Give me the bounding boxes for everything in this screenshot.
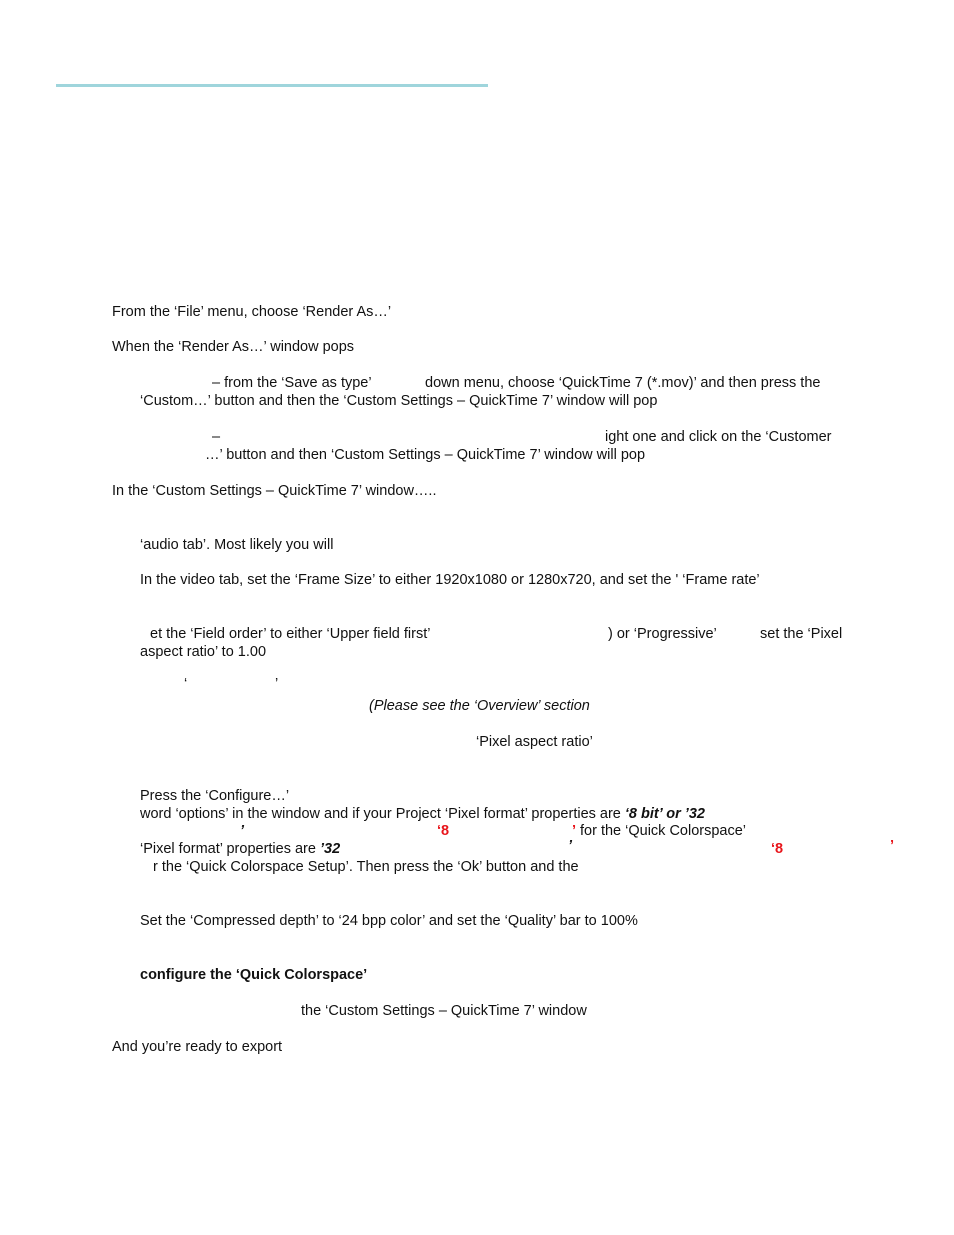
field-order-text: et the ‘Field order’ to either ‘Upper field first’	[150, 626, 431, 642]
red-8-close-2: ’	[890, 838, 895, 854]
red-8-close: ’	[572, 823, 577, 839]
step-file-menu: From the ‘File’ menu, choose ‘Render As…’	[112, 304, 392, 320]
quote-open: ‘	[184, 676, 188, 692]
red-8-open: ‘8	[437, 823, 450, 839]
pixel-aspect-text: set the ‘Pixel	[760, 626, 843, 642]
dash-text: –	[212, 429, 221, 445]
overview-note: (Please see the ‘Overview’ section	[369, 698, 590, 714]
audio-tab-text: ‘audio tab’. Most likely you will	[140, 537, 334, 553]
colorspace-setup-text: r the ‘Quick Colorspace Setup’. Then press the ‘Ok’ button and the	[153, 859, 579, 875]
configure-colorspace-heading: configure the ‘Quick Colorspace’	[140, 967, 368, 983]
frame-size-text: In the video tab, set the ‘Frame Size’ to either 1920x1080 or 1280x720, and set the ' ‘Frame rate’	[140, 572, 760, 588]
custom-settings-window-text: the ‘Custom Settings – QuickTime 7’ window	[301, 1003, 587, 1019]
compressed-depth-text: Set the ‘Compressed depth’ to ‘24 bpp color’ and set the ‘Quality’ bar to 100%	[140, 913, 638, 929]
pixel-format-32: ’32	[319, 841, 341, 857]
pixel-aspect-ratio-label: ‘Pixel aspect ratio’	[476, 734, 593, 750]
quicktime-choice-text: down menu, choose ‘QuickTime 7 (*.mov)’ and then press the	[425, 375, 821, 391]
pixel-format-line	[140, 841, 340, 858]
customer-button-text: …’ button and then ‘Custom Settings – QuickTime 7’ window will pop	[205, 447, 646, 463]
custom-button-text: ‘Custom…’ button and then the ‘Custom Settings – QuickTime 7’ window will pop	[140, 393, 658, 409]
save-as-type-text: – from the ‘Save as type’	[212, 375, 372, 391]
pixel-format-text: ‘Pixel format’ properties are	[140, 841, 320, 857]
pixel-format-values: ‘8 bit’ or ’32	[624, 806, 705, 822]
configure-text: Press the ‘Configure…’	[140, 788, 290, 804]
red-8-open-2: ‘8	[771, 841, 784, 857]
custom-settings-intro: In the ‘Custom Settings – QuickTime 7’ window…..	[112, 483, 437, 499]
quick-colorspace-text: for the ‘Quick Colorspace’	[580, 823, 747, 839]
ready-to-export-text: And you’re ready to export	[112, 1039, 283, 1055]
progressive-text: ) or ‘Progressive’	[608, 626, 717, 642]
quote-mark: ’	[240, 823, 245, 839]
header-rule	[56, 84, 488, 87]
right-click-text: ight one and click on the ‘Customer	[605, 429, 832, 445]
options-line	[140, 806, 705, 823]
quote-close: ’	[275, 676, 279, 692]
aspect-ratio-value-text: aspect ratio’ to 1.00	[140, 644, 267, 660]
options-text: word ‘options’ in the window and if your Project ‘Pixel format’ properties are	[140, 806, 625, 822]
step-render-as: When the ‘Render As…’ window pops	[112, 339, 355, 355]
quote-mark-2: ’	[568, 838, 573, 854]
